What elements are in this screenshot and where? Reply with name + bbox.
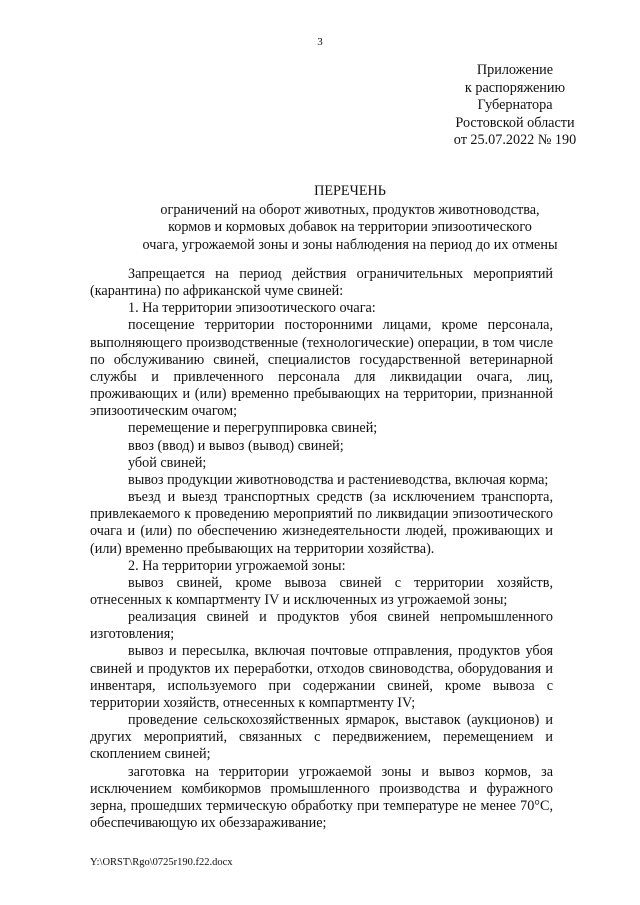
document-body xyxy=(90,266,553,832)
body-paragraph: въезд и выезд транспортных средств (за исключением транспорта, привлекаемого к проведению мероприятий по ликвидации эпизоотического очага и (или) по обеспечению жизнедеятельности людей, проживающих и (или) временно пребывающих на территории хозяйства). xyxy=(90,489,553,557)
page-number: 3 xyxy=(317,36,323,48)
appendix-line: Приложение xyxy=(476,62,554,78)
body-paragraph: Запрещается на период действия ограничительных мероприятий (карантина) по африканской чуме свиней: xyxy=(90,266,553,300)
body-paragraph: убой свиней; xyxy=(128,454,207,471)
body-paragraph: заготовка на территории угрожаемой зоны и вывоз кормов, за исключением комбикормов промышленного производства и фуражного зерна, прошедших термическую обработку при температуре не менее 70°С, обеспечивающую их обеззараживание; xyxy=(90,763,553,831)
body-paragraph: перемещение и перегруппировка свиней; xyxy=(128,420,378,437)
body-paragraph: реализация свиней и продуктов убоя свиней непромышленного изготовления; xyxy=(90,609,553,643)
section-heading: 2. На территории угрожаемой зоны: xyxy=(128,557,346,574)
appendix-line: Ростовской области xyxy=(455,114,575,131)
body-paragraph: вывоз свиней, кроме вывоза свиней с территории хозяйств, отнесенных к компартменту IV и исключенных из угрожаемой зоны; xyxy=(90,574,553,608)
appendix-block xyxy=(440,62,590,150)
appendix-line: к распоряжению xyxy=(464,79,566,96)
title-heading: ПЕРЕЧЕНЬ xyxy=(314,183,386,199)
body-paragraph: посещение территории посторонними лицами, кроме персонала, выполняющего производственные (технологические) операции, в том числе по обслуживанию свиней, специалистов государственной ветеринарной службы и привлеченного персонала для ликвидации очага, лиц, проживающих и (или) временно пребывающих на территории, признанной эпизоотическим очагом; xyxy=(90,317,553,420)
file-path-footer: Y:\ORST\Rgo\0725r190.f22.docx xyxy=(90,857,233,868)
appendix-line: Губернатора xyxy=(477,97,553,114)
body-paragraph: вывоз продукции животноводства и растениеводства, включая корма; xyxy=(128,471,549,488)
body-paragraph: вывоз и пересылка, включая почтовые отправления, продуктов убоя свиней и продуктов их переработки, отходов свиноводства, оборудования и инвентаря, используемого при содержании свиней, кроме вывоза с территории хозяйств, отнесенных к компартменту IV; xyxy=(90,643,553,711)
body-paragraph: ввоз (ввод) и вывоз (вывод) свиней; xyxy=(128,437,344,454)
title-line: ограничений на оборот животных, продуктов животноводства, xyxy=(160,201,540,218)
appendix-line: от 25.07.2022 № 190 xyxy=(453,132,577,149)
document-title xyxy=(80,183,620,254)
body-paragraph: проведение сельскохозяйственных ярмарок, выставок (аукционов) и других мероприятий, связанных с передвижением, перемещением и скоплением свиней; xyxy=(90,712,553,763)
title-line: очага, угрожаемой зоны и зоны наблюдения на период до их отмены xyxy=(142,236,558,253)
section-heading: 1. На территории эпизоотического очага: xyxy=(128,300,376,317)
title-line: кормов и кормовых добавок на территории эпизоотического xyxy=(168,219,532,236)
